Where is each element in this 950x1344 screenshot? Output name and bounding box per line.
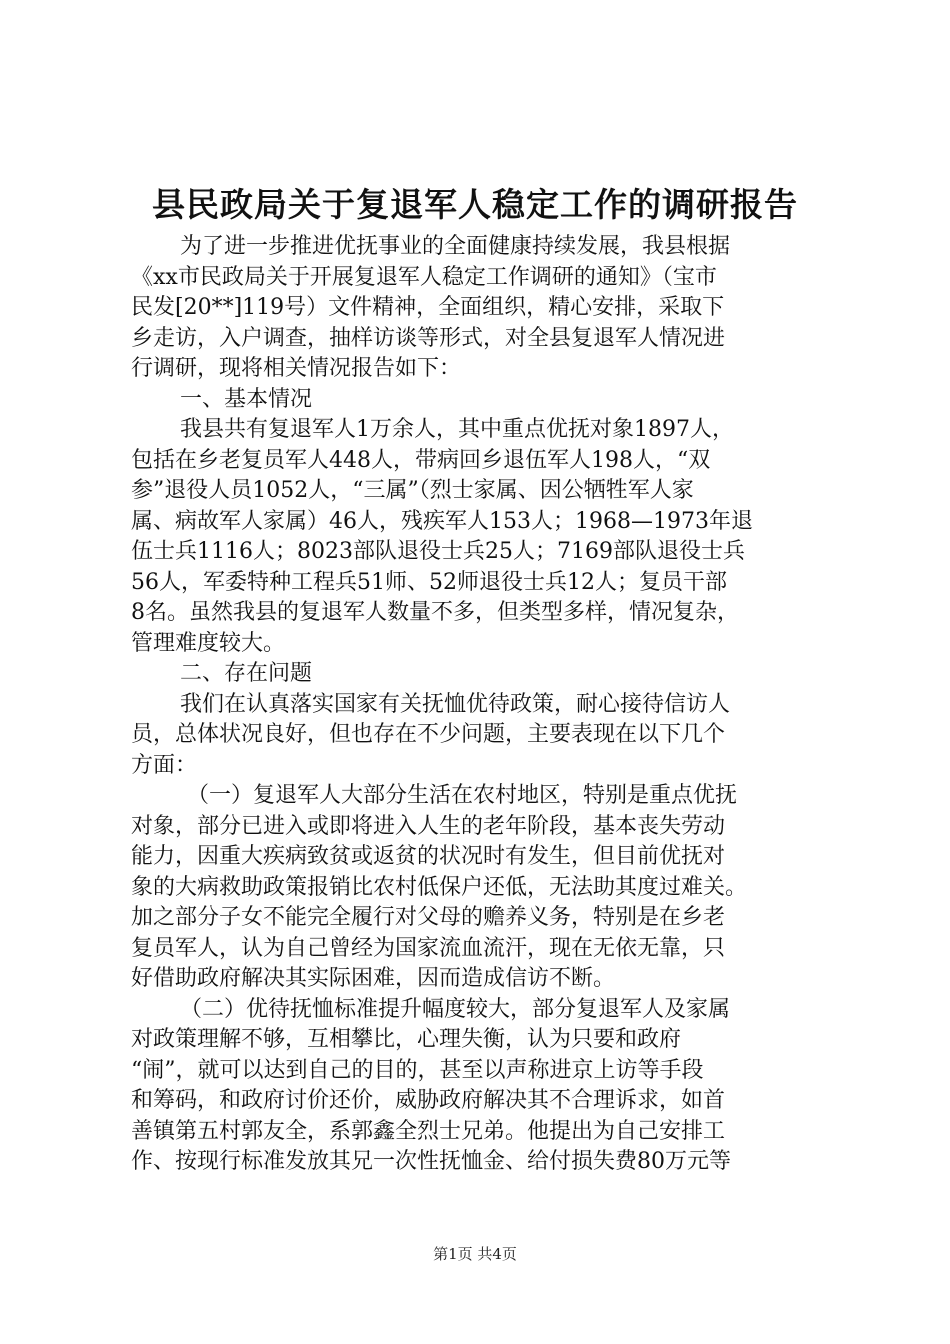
body-line: 为了进一步推进优抚事业的全面健康持续发展，我县根据 <box>180 234 731 259</box>
body-line: 方面： <box>131 752 198 778</box>
body-line: 加之部分子女不能完全履行对父母的赡养义务，特别是在乡老 <box>131 905 726 930</box>
section-heading: 一、基本情况 <box>180 386 313 412</box>
body-line: 乡走访，入户调查，抽样访谈等形式，对全县复退军人情况进 <box>131 325 726 351</box>
document-body <box>131 232 831 1178</box>
body-line: 属、病故军人家属）46人，残疾军人153人；1968—1973年退 <box>131 508 753 534</box>
section-heading: 二、存在问题 <box>180 661 313 686</box>
body-line: 善镇第五村郭友全，系郭鑫全烈士兄弟。他提出为自己安排工 <box>131 1118 726 1144</box>
body-line: 参”退役人员1052人，“三属”（烈士家属、因公牺牲军人家 <box>131 478 694 503</box>
body-line: 复员军人，认为自己曾经为国家流血流汗，现在无依无靠，只 <box>131 935 726 961</box>
body-line: 和筹码，和政府讨价还价，威胁政府解决其不合理诉求，如首 <box>131 1088 726 1113</box>
body-line: 8名。虽然我县的复退军人数量不多，但类型多样，情况复杂， <box>131 600 739 625</box>
body-line: 民发[20**]119号）文件精神，全面组织，精心安排，采取下 <box>131 295 725 320</box>
page-number-footer: 第1页 共4页 <box>433 1245 517 1263</box>
body-line: （二）优待抚恤标准提升幅度较大，部分复退军人及家属 <box>180 996 731 1022</box>
body-line: 伍士兵1116人；8023部队退役士兵25人；7169部队退役士兵 <box>131 539 745 564</box>
document-title: 县民政局关于复退军人稳定工作的调研报告 <box>152 185 798 224</box>
body-line: 《xx市民政局关于开展复退军人稳定工作调研的通知》（宝市 <box>131 264 717 290</box>
body-line: 管理难度较大。 <box>131 630 286 656</box>
body-line: 包括在乡老复员军人448人，带病回乡退伍军人198人，“双 <box>131 447 711 473</box>
body-line: 对象，部分已进入或即将进入人生的老年阶段，基本丧失劳动 <box>131 813 726 839</box>
body-line: “闹”，就可以达到自己的目的，甚至以声称进京上访等手段 <box>131 1057 704 1083</box>
body-line: 行调研，现将相关情况报告如下： <box>131 356 462 381</box>
body-line: 我们在认真落实国家有关抚恤优待政策，耐心接待信访人 <box>180 691 731 717</box>
body-line: （一）复退军人大部分生活在农村地区，特别是重点优抚 <box>187 783 738 808</box>
body-line: 好借助政府解决其实际困难，因而造成信访不断。 <box>131 966 616 991</box>
body-line: 象的大病救助政策报销比农村低保户还低，无法助其度过难关。 <box>131 874 748 900</box>
body-line: 我县共有复退军人1万余人，其中重点优抚对象1897人， <box>180 417 734 442</box>
body-line: 能力，因重大疾病致贫或返贫的状况时有发生，但目前优抚对 <box>131 844 726 869</box>
body-line: 作、按现行标准发放其兄一次性抚恤金、给付损失费80万元等 <box>131 1149 731 1174</box>
body-line: 56人，军委特种工程兵51师、52师退役士兵12人；复员干部 <box>131 569 727 595</box>
body-line: 对政策理解不够，互相攀比，心理失衡，认为只要和政府 <box>131 1027 682 1052</box>
body-line: 员，总体状况良好，但也存在不少问题，主要表现在以下几个 <box>131 722 726 747</box>
